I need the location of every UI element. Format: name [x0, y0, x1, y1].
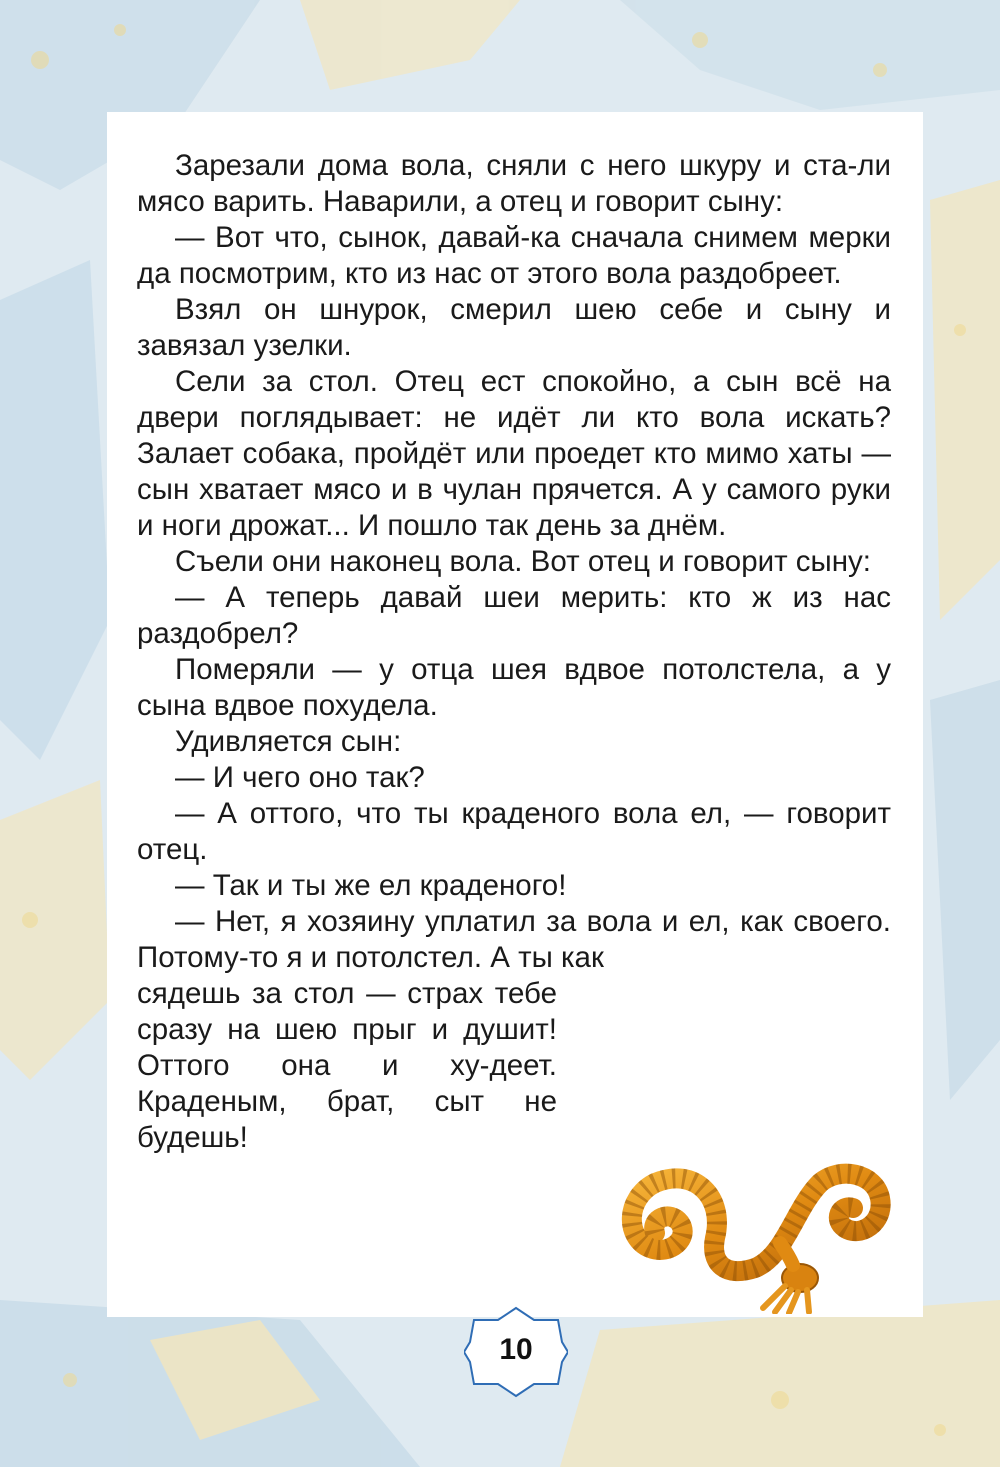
page-number-badge [464, 1300, 568, 1400]
paragraph: — А оттого, что ты краденого вола ел, — говорит отец. [137, 797, 891, 866]
paragraph: Сели за стол. Отец ест спокойно, а сын всё на двери поглядывает: не идёт ли кто вола искать? Залает собака, пройдёт или проедет кто мимо хаты — сын хватает мясо и в чулан прячется. А у самого руки и ноги дрожат... И пошло так день за днём. [137, 365, 891, 542]
paragraph: Померяли — у отца шея вдвое потолстела, а у сына вдвое похудела. [137, 653, 891, 722]
paragraph: Зарезали дома вола, сняли с него шкуру и ста-ли мясо варить. Наварили, а отец и говорит сыну: [137, 149, 891, 218]
paragraph: Удивляется сын: [175, 725, 402, 758]
paragraph: — Нет, я хозяину уплатил за вола и ел, как своего. Потому-то я и потолстел. А ты как [137, 905, 891, 974]
paragraph: Съели они наконец вола. Вот отец и говорит сыну: [175, 545, 871, 578]
paragraph: Взял он шнурок, смерил шею себе и сыну и завязал узелки. [137, 293, 891, 362]
paragraph-wrapped: сядешь за стол — страх тебе сразу на шею прыг и душит! Оттого она и ху-деет. Краденым, брат, сыт не будешь! [137, 977, 557, 1154]
story-text [137, 148, 891, 1156]
paragraph: — Так и ты же ел краденого! [175, 869, 567, 902]
rope-icon [595, 1138, 895, 1314]
page-number: 10 [499, 1333, 533, 1366]
paragraph: — И чего оно так? [175, 761, 425, 794]
paragraph: — А теперь давай шеи мерить: кто ж из нас раздобрел? [137, 581, 891, 650]
paragraph: — Вот что, сынок, давай-ка сначала снимем мерки да посмотрим, кто из нас от этого вола раздобреет. [137, 221, 891, 290]
